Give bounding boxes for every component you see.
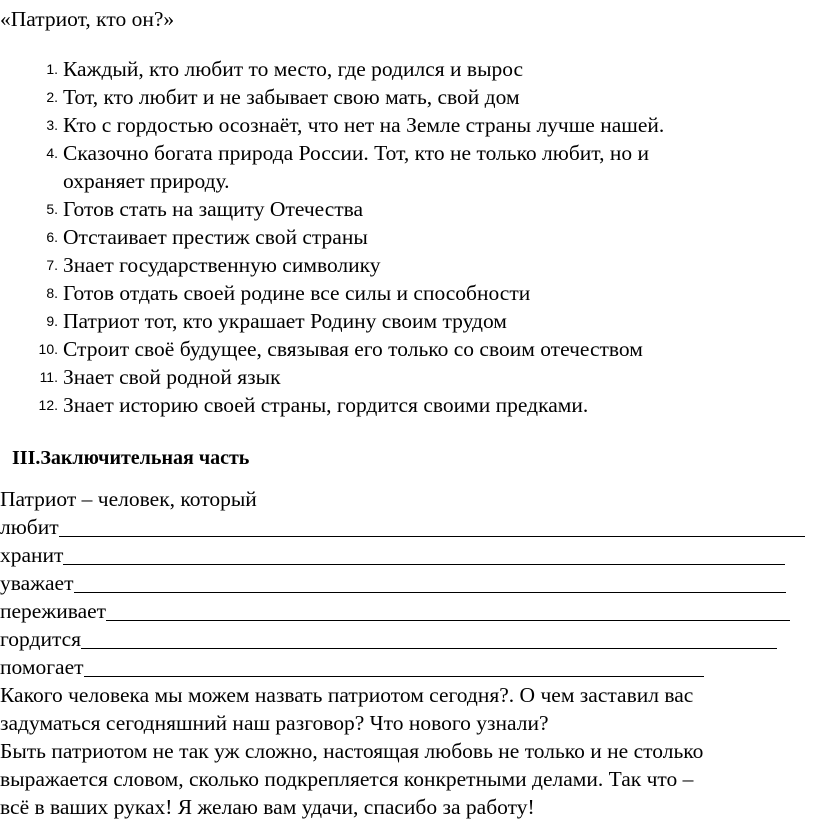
- list-number: 11.: [39, 369, 58, 385]
- paragraph-line: Быть патриотом не так уж сложно, настоящая любовь не только и не столько: [0, 739, 704, 763]
- list-number: 3.: [46, 117, 58, 133]
- paragraph-line: выражается словом, сколько подкрепляется конкретными делами. Так что –: [0, 767, 694, 791]
- list-item-text: Знает свой родной язык: [63, 365, 281, 389]
- blank-label: любит: [0, 515, 59, 539]
- blank-underline[interactable]: [84, 653, 704, 677]
- list-item-text: Готов отдать своей родине все силы и способности: [63, 281, 531, 305]
- blank-underline[interactable]: [59, 513, 805, 537]
- blank-label: переживает: [0, 599, 107, 623]
- list-item-text: Готов стать на защиту Отечества: [63, 197, 364, 221]
- list-item-text: Патриот тот, кто украшает Родину своим трудом: [63, 309, 507, 333]
- list-item-continuation: охраняет природу.: [63, 169, 230, 193]
- list-item-text: Каждый, кто любит то место, где родился и вырос: [63, 57, 524, 81]
- blank-label: хранит: [0, 543, 64, 567]
- list-item-text: Тот, кто любит и не забывает свою мать, свой дом: [63, 85, 520, 109]
- blank-label: помогает: [0, 655, 84, 679]
- list-number: 2.: [46, 89, 58, 105]
- list-item-text: Строит своё будущее, связывая его только со своим отечеством: [63, 337, 643, 361]
- blank-label: гордится: [0, 627, 82, 651]
- fill-in-line: [0, 625, 777, 653]
- section-intro: Патриот – человек, который: [0, 487, 257, 511]
- fill-in-line: [0, 541, 785, 569]
- list-item-text: Кто с гордостью осознаёт, что нет на Земле страны лучше нашей.: [63, 113, 665, 137]
- list-item-text: Отстаивает престиж свой страны: [63, 225, 368, 249]
- fill-in-line: [0, 597, 790, 625]
- fill-in-line: [0, 513, 805, 541]
- paragraph-line: Какого человека мы можем назвать патриотом сегодня?. О чем заставил вас: [0, 683, 694, 707]
- list-number: 1.: [46, 61, 58, 77]
- list-number: 10.: [38, 341, 58, 357]
- blank-underline[interactable]: [63, 541, 785, 565]
- paragraph-line: задуматься сегодняшний наш разговор? Что нового узнали?: [0, 711, 549, 735]
- list-item-text: Знает историю своей страны, гордится своими предками.: [63, 393, 589, 417]
- list-number: 8.: [46, 285, 58, 301]
- list-number: 7.: [46, 257, 58, 273]
- section-heading: III.Заключительная часть: [12, 447, 250, 469]
- blank-underline[interactable]: [74, 569, 786, 593]
- document-title: «Патриот, кто он?»: [0, 7, 175, 31]
- list-number: 6.: [46, 229, 58, 245]
- list-item-text: Сказочно богата природа России. Тот, кто не только любит, но и: [63, 141, 649, 165]
- blank-underline[interactable]: [106, 597, 790, 621]
- list-number: 12.: [38, 397, 58, 413]
- fill-in-line: [0, 569, 786, 597]
- list-number: 4.: [46, 145, 58, 161]
- paragraph-line: всё в ваших руках! Я желаю вам удачи, спасибо за работу!: [0, 795, 535, 819]
- blank-label: уважает: [0, 571, 74, 595]
- list-number: 9.: [46, 313, 58, 329]
- fill-in-line: [0, 653, 704, 681]
- list-item-text: Знает государственную символику: [63, 253, 381, 277]
- list-number: 5.: [46, 201, 58, 217]
- blank-underline[interactable]: [81, 625, 777, 649]
